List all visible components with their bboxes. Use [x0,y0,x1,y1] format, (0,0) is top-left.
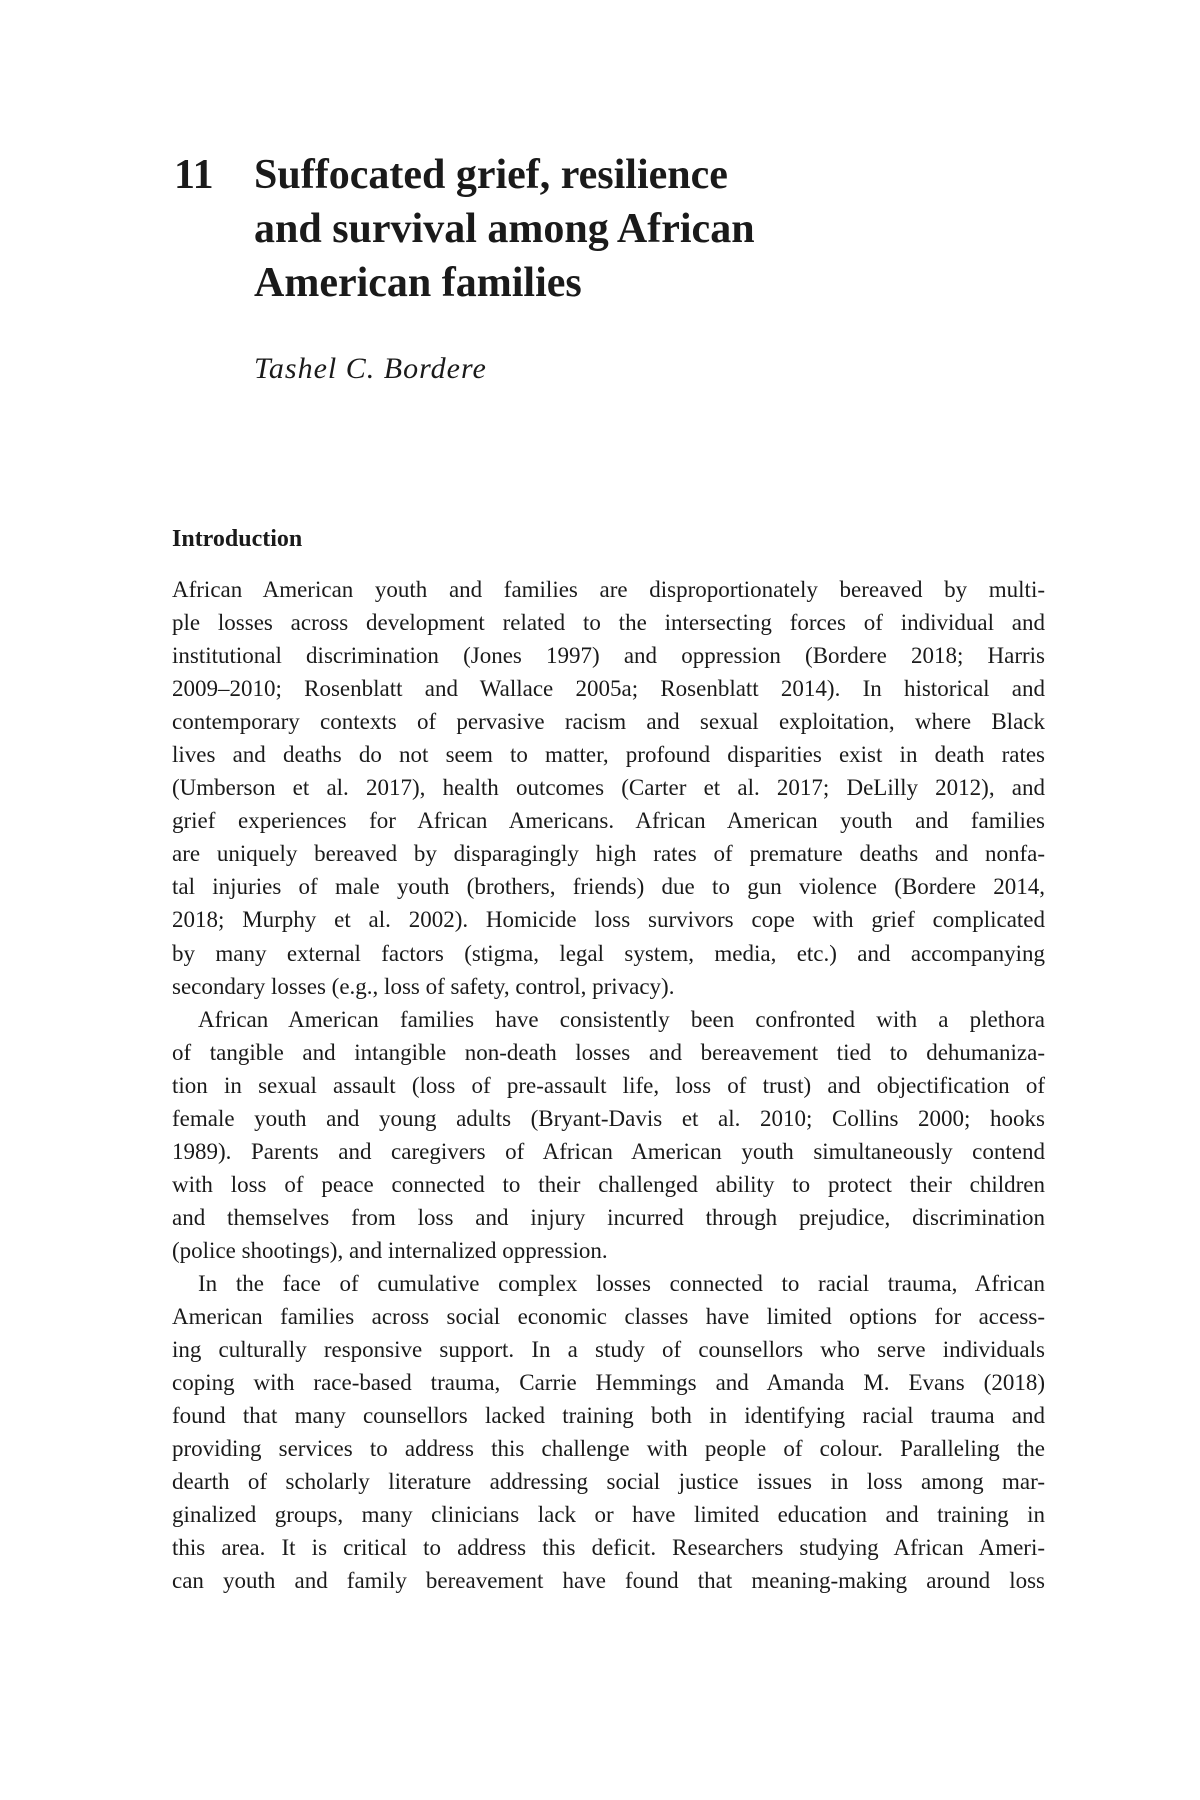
text-line: of tangible and intangible non-death losses and bereavement tied to dehumaniza- [172,1039,1045,1065]
text-line: tion in sexual assault (loss of pre-assault life, loss of trust) and objectification of [172,1072,1045,1098]
text-line: dearth of scholarly literature addressing social justice issues in loss among mar- [172,1469,1045,1495]
text-line: grief experiences for African Americans. African American youth and families [172,808,1045,834]
text-line: institutional discrimination (Jones 1997) and oppression (Bordere 2018; Harris [172,643,1045,669]
text-line: American families across social economic classes have limited options for access- [172,1304,1045,1330]
text-line: this area. It is critical to address this deficit. Researchers studying African Ameri- [172,1535,1045,1561]
text-line: female youth and young adults (Bryant-Davis et al. 2010; Collins 2000; hooks [172,1105,1045,1131]
paragraph-2 [172,1003,1045,1267]
text-line: African American youth and families are disproportionately bereaved by multi- [172,577,1045,602]
chapter-author: Tashel C. Bordere [254,352,487,385]
text-line: providing services to address this challenge with people of colour. Paralleling the [172,1436,1045,1462]
text-line: with loss of peace connected to their challenged ability to protect their children [172,1171,1045,1197]
text-line: 1989). Parents and caregivers of African American youth simultaneously contend [172,1138,1045,1164]
paragraph-3 [172,1267,1045,1597]
chapter-title-line: Suffocated grief, resilience [254,152,728,198]
text-line: In the face of cumulative complex losses connected to racial trauma, African [198,1270,1045,1296]
chapter-heading [174,148,894,310]
text-line: can youth and family bereavement have found that meaning-making around loss [172,1568,1045,1594]
text-line: 2018; Murphy et al. 2002). Homicide loss survivors cope with grief complicated [172,907,1045,933]
chapter-title-line: and survival among African [254,206,755,252]
text-line: by many external factors (stigma, legal system, media, etc.) and accompanying [172,940,1045,966]
paragraph-1 [172,573,1045,1003]
text-line: (Umberson et al. 2017), health outcomes (Carter et al. 2017; DeLilly 2012), and [172,775,1045,801]
text-line: and themselves from loss and injury incurred through prejudice, discrimination [172,1204,1045,1230]
text-line: 2009–2010; Rosenblatt and Wallace 2005a; Rosenblatt 2014). In historical and [172,676,1045,702]
text-line: secondary losses (e.g., loss of safety, control, privacy). [172,973,675,999]
text-line: African American families have consistently been confronted with a plethora [198,1006,1045,1032]
section-heading: Introduction [172,526,303,552]
chapter-title [254,148,894,310]
text-line: are uniquely bereaved by disparagingly high rates of premature deaths and nonfa- [172,841,1045,867]
text-line: lives and deaths do not seem to matter, profound disparities exist in death rates [172,742,1045,768]
text-line: tal injuries of male youth (brothers, friends) due to gun violence (Bordere 2014, [172,874,1045,900]
chapter-number: 11 [174,152,214,198]
text-line: (police shootings), and internalized oppression. [172,1237,608,1263]
body-text [172,573,1045,1597]
chapter-title-line: American families [254,260,582,306]
text-line: ple losses across development related to the intersecting forces of individual and [172,610,1045,636]
text-line: found that many counsellors lacked training both in identifying racial trauma and [172,1403,1045,1429]
text-line: ginalized groups, many clinicians lack or have limited education and training in [172,1502,1045,1528]
text-line: coping with race-based trauma, Carrie Hemmings and Amanda M. Evans (2018) [172,1370,1045,1396]
text-line: ing culturally responsive support. In a study of counsellors who serve individuals [172,1337,1045,1363]
text-line: contemporary contexts of pervasive racism and sexual exploitation, where Black [172,709,1045,735]
